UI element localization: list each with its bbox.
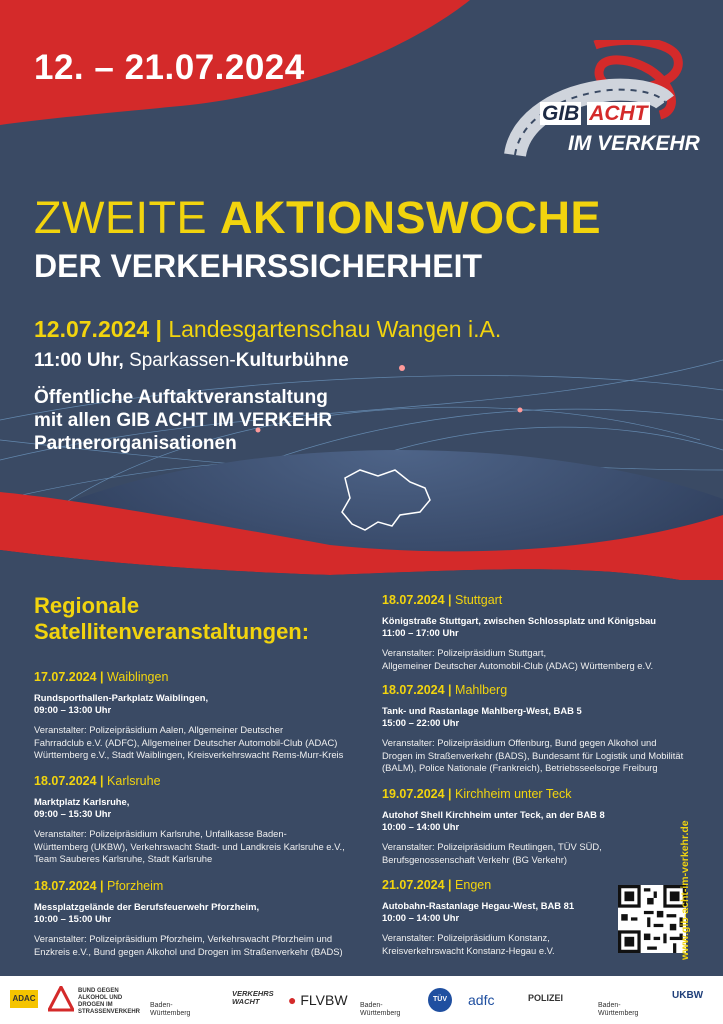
sponsor-ukbw: UKBW <box>672 990 704 1001</box>
headline-line-1: ZWEITE AKTIONSWOCHE <box>34 192 601 243</box>
sponsor-footer <box>0 976 723 1024</box>
headline-line-2: DER VERKEHRSSICHERHEIT <box>34 248 483 284</box>
sponsor-bw-1: Baden-Württemberg <box>150 1002 191 1017</box>
event-pforzheim: 18.07.2024 | Pforzheim Messplatzgelände der Berufsfeuerwehr Pforzheim, 10:00 – 15:00 Uhr Veranstalter: Polizeipräsidium Pforzheim, Verkehrswacht Pforzheim und Enzkreis e.V., Bund gegen Alkohol und Drogen im Straßenverkehr (BADS) <box>34 879 343 957</box>
main-event-description: Öffentliche Auftaktveranstaltung mit allen GIB ACHT IM VERKEHR Partnerorganisationen <box>34 387 333 454</box>
gib-acht-logo <box>500 40 700 165</box>
sponsor-bw-2: Baden-Württemberg <box>360 1002 401 1017</box>
sponsor-bads: BUND GEGEN ALKOHOL UND DROGEN IM STRASSENVERKEHR <box>78 988 141 1015</box>
website-url[interactable]: www.gib-acht-im-verkehr.de <box>679 820 691 960</box>
sponsor-adac: ADAC <box>10 990 38 1008</box>
main-event-time: 11:00 Uhr, Sparkassen-Kulturbühne <box>34 350 349 371</box>
qr-code-icon[interactable] <box>618 885 686 953</box>
date-range: 12. – 21.07.2024 <box>34 48 305 87</box>
sponsor-adfc: adfc <box>468 992 495 1008</box>
event-waiblingen: 17.07.2024 | Waiblingen Rundsporthallen-Parkplatz Waiblingen, 09:00 – 13:00 Uhr Veranstalter: Polizeipräsidium Aalen, Allgemeiner Deutscher Fahrradclub e.V. (ADFC), Allgemeiner Deutscher Automobil-Club (ADAC) Württemberg e.V., Stadt Waiblingen, Kreisverkehrswacht Rems-Murr-Kreis <box>34 670 344 760</box>
sponsor-tuv: TÜV <box>428 988 452 1012</box>
logo-line-1: GIB ACHT <box>542 102 648 125</box>
event-engen: 21.07.2024 | Engen Autobahn-Rastanlage Hegau-West, BAB 81 10:00 – 14:00 Uhr Veranstalter: Polizeipräsidium Konstanz, Kreisverkehrswacht Konstanz-Hegau e.V. <box>382 878 575 956</box>
sponsor-verkehrswacht: VERKEHRS WACHT <box>232 989 274 1006</box>
sponsor-flvbw: ● FLVBW <box>288 992 348 1008</box>
regional-title: Regionale Satellitenveranstaltungen: <box>34 593 310 644</box>
logo-line-2: IM VERKEHR <box>568 132 700 155</box>
event-kirchheim: 19.07.2024 | Kirchheim unter Teck Autohof Shell Kirchheim unter Teck, an der BAB 8 10:00 – 14:00 Uhr Veranstalter: Polizeipräsidium Reutlingen, TÜV SÜD, Berufsgenossenschaft Verkehr (BG Verkehr) <box>382 787 605 865</box>
bads-logo-icon <box>48 986 74 1014</box>
sponsor-polizei: POLIZEI <box>528 993 564 1003</box>
main-event-date: 12.07.2024 | Landesgartenschau Wangen i.A. <box>34 316 502 342</box>
event-mahlberg: 18.07.2024 | Mahlberg Tank- und Rastanlage Mahlberg-West, BAB 5 15:00 – 22:00 Uhr Veranstalter: Polizeipräsidium Offenburg, Bund gegen Alkohol und Drogen im Straßenverkehr (BADS), Bundesamt für Logistik und Mobilität (BALM), Police Nationale (Frankreich), Betriebsseelsorge Freiburg <box>382 683 684 773</box>
event-stuttgart: 18.07.2024 | Stuttgart Königstraße Stuttgart, zwischen Schlossplatz und Königsbau 11:00 – 17:00 Uhr Veranstalter: Polizeipräsidium Stuttgart, Allgemeiner Deutscher Automobil-Club (ADAC) Württemberg e.V. <box>382 593 656 671</box>
event-karlsruhe: 18.07.2024 | Karlsruhe Marktplatz Karlsruhe, 09:00 – 15:30 Uhr Veranstalter: Polizeipräsidium Karlsruhe, Unfallkasse Baden- Württemberg (UKBW), Verkehrswacht Stadt- und Landkreis Karlsruhe e.V., Team Sauberes Karlsruhe, Stadt Karlsruhe <box>34 774 345 864</box>
sponsor-bw-3: Baden-Württemberg <box>598 1002 639 1017</box>
